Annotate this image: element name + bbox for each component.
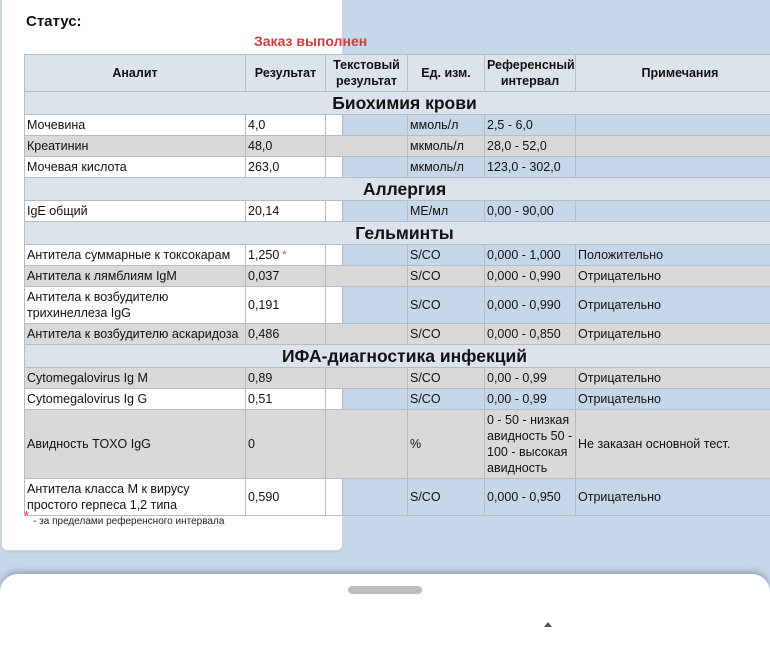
text-result-cell bbox=[326, 136, 408, 157]
text-result-cell bbox=[326, 410, 408, 479]
status-value: Заказ выполнен bbox=[254, 33, 367, 49]
analyte-cell: Cytomegalovirus Ig M bbox=[25, 368, 246, 389]
note-cell: Не заказан основной тест. bbox=[576, 410, 770, 479]
table-row bbox=[25, 201, 770, 222]
note-cell: Отрицательно bbox=[576, 479, 770, 516]
result-cell: 0 bbox=[246, 410, 326, 479]
text-result-cell bbox=[326, 324, 408, 345]
out-of-range-marker: * bbox=[282, 249, 286, 261]
unit-cell: S/CO bbox=[408, 287, 485, 324]
table-row bbox=[25, 410, 770, 479]
result-cell bbox=[246, 245, 326, 266]
result-cell: 48,0 bbox=[246, 136, 326, 157]
unit-cell: S/CO bbox=[408, 479, 485, 516]
reference-cell: 123,0 - 302,0 bbox=[485, 157, 576, 178]
analyte-cell: Мочевина bbox=[25, 115, 246, 136]
unit-cell: ммоль/л bbox=[408, 115, 485, 136]
unit-cell: мкмоль/л bbox=[408, 157, 485, 178]
note-cell: Отрицательно bbox=[576, 368, 770, 389]
reference-cell: 2,5 - 6,0 bbox=[485, 115, 576, 136]
reference-cell: 0,000 - 0,990 bbox=[485, 287, 576, 324]
section-title: Биохимия крови bbox=[25, 92, 770, 115]
analyte-cell: Антитела суммарные к токсокарам bbox=[25, 245, 246, 266]
table-row bbox=[25, 287, 770, 324]
section-header bbox=[25, 178, 770, 201]
unit-cell: мкмоль/л bbox=[408, 136, 485, 157]
note-cell: Отрицательно bbox=[576, 266, 770, 287]
bottom-sheet[interactable] bbox=[0, 574, 770, 654]
reference-cell: 0,00 - 90,00 bbox=[485, 201, 576, 222]
analyte-cell: Антитела к лямблиям IgM bbox=[25, 266, 246, 287]
result-cell: 0,51 bbox=[246, 389, 326, 410]
reference-cell: 0,00 - 0,99 bbox=[485, 389, 576, 410]
col-header-analyte: Аналит bbox=[25, 55, 246, 92]
col-header-unit: Ед. изм. bbox=[408, 55, 485, 92]
result-cell: 263,0 bbox=[246, 157, 326, 178]
table-row bbox=[25, 389, 770, 410]
result-cell: 0,486 bbox=[246, 324, 326, 345]
reference-cell: 0,00 - 0,99 bbox=[485, 368, 576, 389]
table-row bbox=[25, 115, 770, 136]
status-label: Статус: bbox=[26, 13, 82, 30]
unit-cell: % bbox=[408, 410, 485, 479]
analyte-cell: Cytomegalovirus Ig G bbox=[25, 389, 246, 410]
table-row bbox=[25, 245, 770, 266]
table-row bbox=[25, 324, 770, 345]
reference-cell: 0,000 - 0,990 bbox=[485, 266, 576, 287]
note-cell bbox=[576, 136, 770, 157]
result-cell: 0,89 bbox=[246, 368, 326, 389]
note-cell: Отрицательно bbox=[576, 389, 770, 410]
text-result-cell bbox=[326, 266, 408, 287]
unit-cell: S/CO bbox=[408, 368, 485, 389]
unit-cell: S/CO bbox=[408, 389, 485, 410]
section-header bbox=[25, 92, 770, 115]
table-row bbox=[25, 157, 770, 178]
result-cell: 20,14 bbox=[246, 201, 326, 222]
analyte-cell: Антитела к возбудителю трихинеллеза IgG bbox=[25, 287, 246, 324]
note-cell: Отрицательно bbox=[576, 287, 770, 324]
table-header-row bbox=[25, 55, 770, 92]
section-title: ИФА-диагностика инфекций bbox=[25, 345, 770, 368]
analyte-cell: Антитела класса М к вирусу простого герпеса 1,2 типа bbox=[25, 479, 246, 516]
table-row bbox=[25, 368, 770, 389]
result-value: 1,250 bbox=[248, 248, 279, 262]
unit-cell: S/CO bbox=[408, 324, 485, 345]
text-result-cell bbox=[326, 368, 408, 389]
table-row bbox=[25, 136, 770, 157]
note-cell: Отрицательно bbox=[576, 324, 770, 345]
sheet-drag-handle[interactable] bbox=[348, 586, 422, 594]
section-title: Аллергия bbox=[25, 178, 770, 201]
note-cell bbox=[576, 115, 770, 136]
col-header-text-result: Текстовый результат bbox=[326, 55, 408, 92]
result-cell: 0,191 bbox=[246, 287, 326, 324]
footnote-marker: * bbox=[24, 508, 29, 523]
unit-cell: S/CO bbox=[408, 266, 485, 287]
reference-cell: 28,0 - 52,0 bbox=[485, 136, 576, 157]
note-cell bbox=[576, 157, 770, 178]
col-header-reference: Референсный интервал bbox=[485, 55, 576, 92]
reference-cell: 0,000 - 1,000 bbox=[485, 245, 576, 266]
result-cell: 0,037 bbox=[246, 266, 326, 287]
analyte-cell: Мочевая кислота bbox=[25, 157, 246, 178]
analyte-cell: Авидность TOXO IgG bbox=[25, 410, 246, 479]
reference-cell: 0 - 50 - низкая авидность 50 - 100 - высокая авидность bbox=[485, 410, 576, 479]
result-cell: 4,0 bbox=[246, 115, 326, 136]
reference-cell: 0,000 - 0,950 bbox=[485, 479, 576, 516]
unit-cell: МЕ/мл bbox=[408, 201, 485, 222]
chevron-up-icon bbox=[544, 622, 552, 627]
section-title: Гельминты bbox=[25, 222, 770, 245]
analyte-cell: IgE общий bbox=[25, 201, 246, 222]
section-header bbox=[25, 345, 770, 368]
analyte-cell: Антитела к возбудителю аскаридоза bbox=[25, 324, 246, 345]
section-header bbox=[25, 222, 770, 245]
table-row bbox=[25, 479, 770, 516]
col-header-result: Результат bbox=[246, 55, 326, 92]
analyte-cell: Креатинин bbox=[25, 136, 246, 157]
table-row bbox=[25, 266, 770, 287]
col-header-notes: Примечания bbox=[576, 55, 770, 92]
footnote bbox=[24, 512, 224, 527]
note-cell bbox=[576, 201, 770, 222]
result-cell: 0,590 bbox=[246, 479, 326, 516]
reference-cell: 0,000 - 0,850 bbox=[485, 324, 576, 345]
note-cell: Положительно bbox=[576, 245, 770, 266]
results-table bbox=[24, 54, 770, 516]
footnote-text: - за пределами референсного интервала bbox=[33, 516, 224, 527]
unit-cell: S/CO bbox=[408, 245, 485, 266]
